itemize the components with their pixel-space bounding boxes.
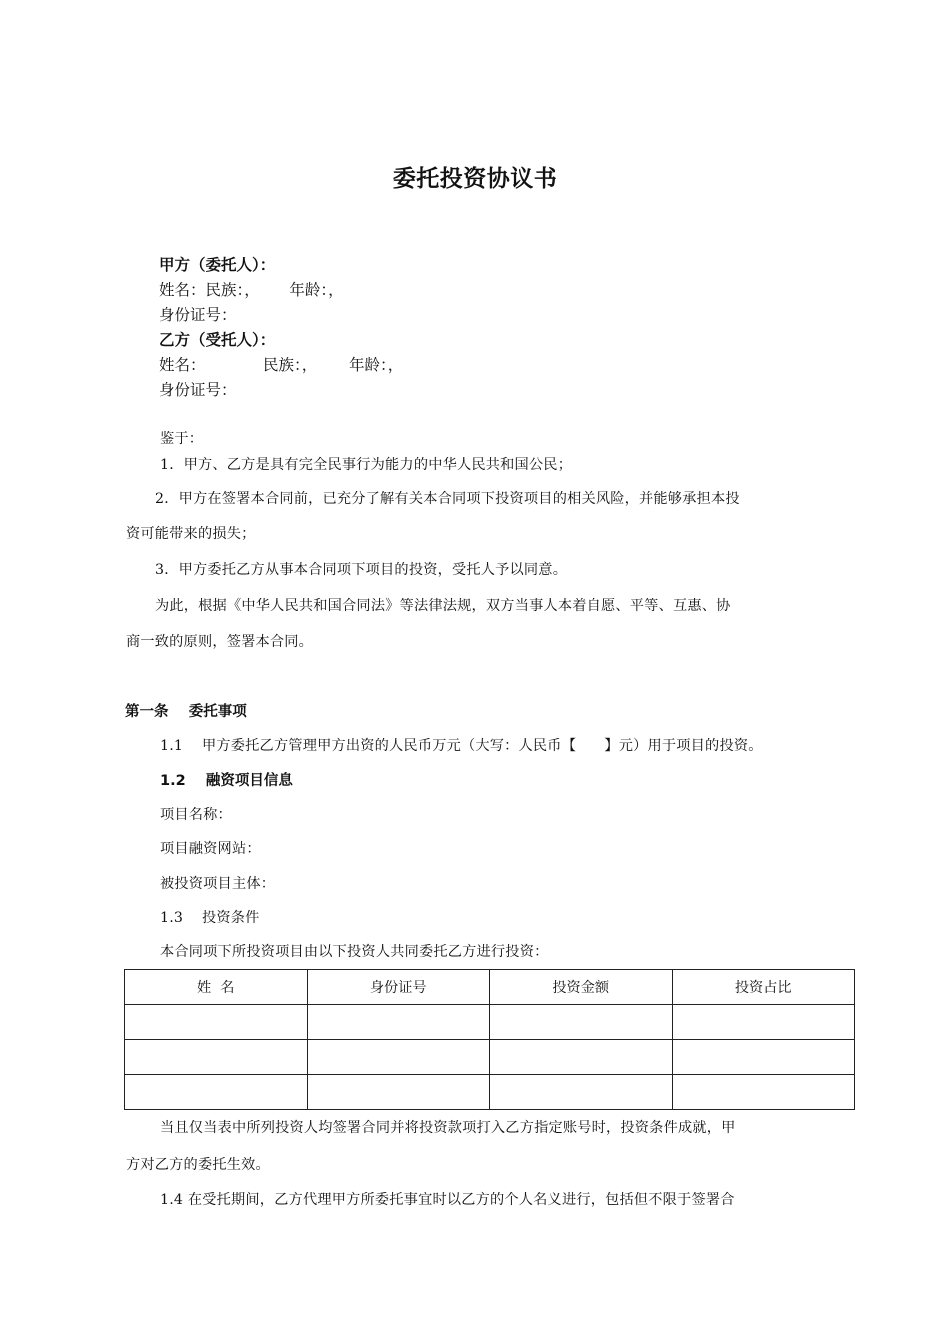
invested-entity-label: 被投资项目主体：	[160, 876, 276, 892]
clause-1-3: 1.3 投资条件	[160, 910, 260, 926]
table-row	[125, 1040, 855, 1075]
condition-line-2: 方对乙方的委托生效。	[126, 1157, 270, 1173]
header-investment-ratio: 投资占比	[672, 970, 855, 1005]
condition-line-1: 当且仅当表中所列投资人均签署合同并将投资款项打入乙方指定账号时，投资条件成就，甲	[160, 1120, 736, 1136]
recital-conclusion-line-2: 商一致的原则，签署本合同。	[126, 634, 314, 650]
party-a-id-label: 身份证号：	[159, 306, 237, 324]
project-name-label: 项目名称：	[160, 807, 232, 823]
table-cell	[672, 1005, 855, 1040]
table-row	[125, 1005, 855, 1040]
party-b-heading: 乙方（受托人）：	[159, 331, 276, 349]
party-a-info-line: 姓名：民族：， 年龄：，	[159, 281, 344, 299]
recital-item-2-line-1: 2．甲方在签署本合同前，已充分了解有关本合同项下投资项目的相关风险，并能够承担本投	[155, 491, 740, 507]
table-cell	[672, 1075, 855, 1110]
recital-conclusion-line-1: 为此，根据《中华人民共和国合同法》等法律法规，双方当事人本着自愿、平等、互惠、协	[155, 598, 731, 614]
document-title: 委托投资协议书	[392, 166, 558, 192]
clause-1-1: 1.1 甲方委托乙方管理甲方出资的人民币万元（大写：人民币【 】元）用于项目的投资。	[160, 738, 763, 754]
clause-1-4: 1.4 在受托期间，乙方代理甲方所委托事宜时以乙方的个人名义进行，包括但不限于签署合	[160, 1192, 735, 1208]
header-id-number: 身份证号	[307, 970, 490, 1005]
table-cell	[490, 1075, 673, 1110]
party-b-age-label: 年龄：，	[349, 356, 404, 374]
header-name: 姓 名	[125, 970, 308, 1005]
recitals-intro: 鉴于：	[160, 431, 204, 447]
recital-item-3: 3．甲方委托乙方从事本合同项下项目的投资，受托人予以同意。	[155, 562, 568, 578]
table-cell	[125, 1040, 308, 1075]
recital-item-2-line-2: 资可能带来的损失；	[126, 526, 256, 542]
party-b-name-label: 姓名：	[159, 356, 206, 374]
table-cell	[307, 1005, 490, 1040]
recital-item-1: 1．甲方、乙方是具有完全民事行为能力的中华人民共和国公民；	[160, 457, 573, 473]
project-website-label: 项目融资网站：	[160, 841, 261, 857]
table-cell	[125, 1005, 308, 1040]
table-cell	[125, 1075, 308, 1110]
clause-1-2-heading: 1.2 融资项目信息	[160, 773, 293, 789]
party-a-heading: 甲方（委托人）：	[159, 256, 276, 274]
table-cell	[672, 1040, 855, 1075]
table-cell	[490, 1005, 673, 1040]
investor-table	[124, 969, 855, 1110]
table-intro: 本合同项下所投资项目由以下投资人共同委托乙方进行投资：	[160, 944, 549, 960]
table-cell	[490, 1040, 673, 1075]
article-1-heading: 第一条 委托事项	[125, 704, 247, 720]
table-cell	[307, 1075, 490, 1110]
party-b-ethnic-label: 民族：，	[263, 356, 318, 374]
table-row	[125, 1075, 855, 1110]
table-cell	[307, 1040, 490, 1075]
table-header-row	[125, 970, 855, 1005]
header-investment-amount: 投资金额	[490, 970, 673, 1005]
party-b-id-label: 身份证号：	[159, 381, 237, 399]
